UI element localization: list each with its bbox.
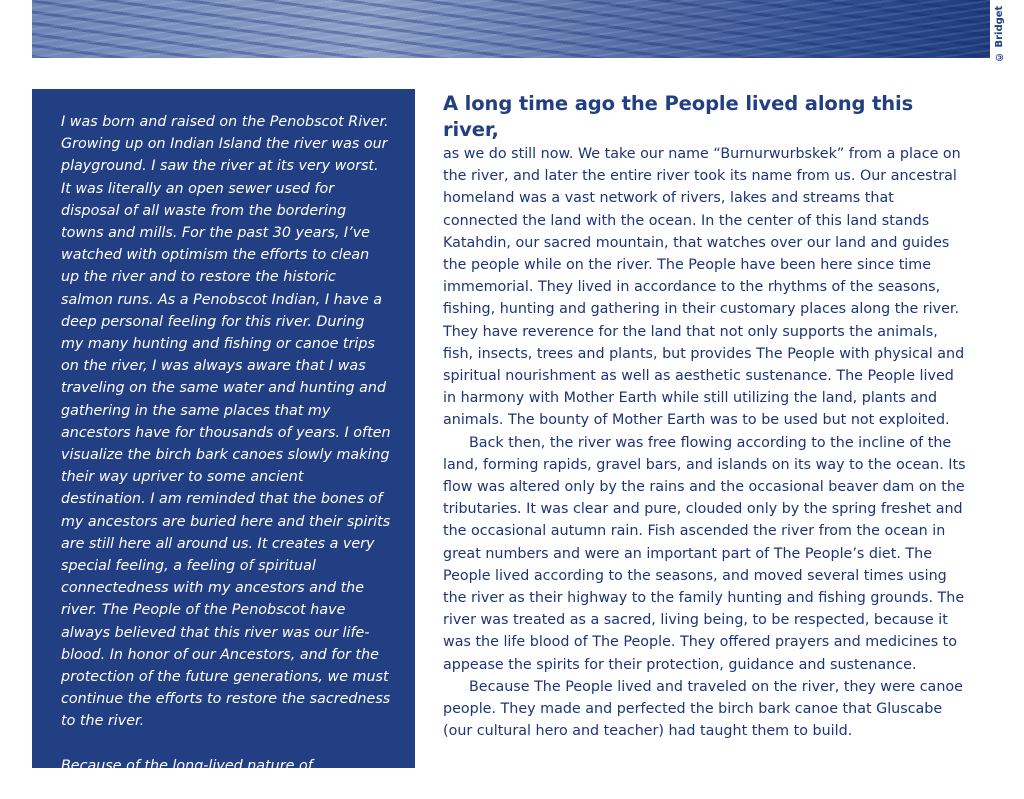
article-paragraph: Because The People lived and traveled on the river, they were canoe people. They made and perfected the birch bark canoe that Gluscabe (our cultural hero and teacher) had taught them to build. <box>443 678 963 740</box>
article-column <box>443 91 968 768</box>
photo-credit: © Bridget <box>994 5 1005 62</box>
article-heading: A long time ago the People lived along this river, <box>443 92 914 141</box>
header-banner-image <box>32 0 990 58</box>
sidebar-quote-box <box>32 89 415 797</box>
article-paragraph: Back then, the river was free flowing according to the incline of the land, forming rapids, gravel bars, and islands on its way to the ocean. Its flow was altered only by the rains and the occasional beaver dam on the tributaries. It was clear and pure, clouded only by the spring freshet and the occasional autumn rain. Fish ascended the river from the ocean in great numbers and were an important part of The People’s diet. The People lived according to the seasons, and moved several times using the river as their highway to the family hunting and fishing grounds. The river was treated as a sacred, living being, to be respected, because it was the life blood of The People. They offered prayers and medicines to appease the spirits for their protection, guidance and sustenance. <box>443 434 966 673</box>
sidebar-paragraph: I was born and raised on the Penobscot River. Growing up on Indian Island the river was our playground. I saw the river at its very worst. It was literally an open sewer used for disposal of all waste from the bordering towns and mills. For the past 30 years, I’ve watched with optimism the efforts to clean up the river and to restore the historic salmon runs. As a Penobscot Indian, I have a deep personal feeling for this river. During my many hunting and fishing or canoe trips on the river, I was always aware that I was traveling on the same water and hunting and gathering in the same places that my ancestors have for thousands of years. I often visualize the birch bark canoes slowly making their way upriver to some ancient destination. I am reminded that the bones of my ancestors are buried here and their spirits are still here all around us. It creates a very special feeling, a feeling of spiritual connectedness with my ancestors and the river. The People of the Penobscot have always believed that this river was our life-blood. In honor of our Ancestors, and for the protection of the future generations, we must continue the efforts to restore the sacredness to the river. <box>61 114 391 730</box>
article-paragraph: as we do still now. We take our name “Burnurwurbskek” from a place on the river, and later the entire river took its name from us. Our ancestral homeland was a vast network of rivers, lakes and streams that connected the land with the ocean. In the center of this land stands Katahdin, our sacred mountain, that watches over our land and guides the people while on the river. The People have been here since time immemorial. They lived in accordance to the rhythms of the seasons, fishing, hunting and gathering in their customary places along the river. They have reverence for the land that not only supports the animals, fish, insects, trees and plants, but provides The People with physical and spiritual nourishment as well as aesthetic sustenance. The People lived in harmony with Mother Earth while still utilizing the land, plants and animals. The bounty of Mother Earth was to be used but not exploited. <box>443 146 965 429</box>
sidebar-paragraph: Because of the long-lived nature of contaminants in the river, the loss of our <box>61 757 352 797</box>
